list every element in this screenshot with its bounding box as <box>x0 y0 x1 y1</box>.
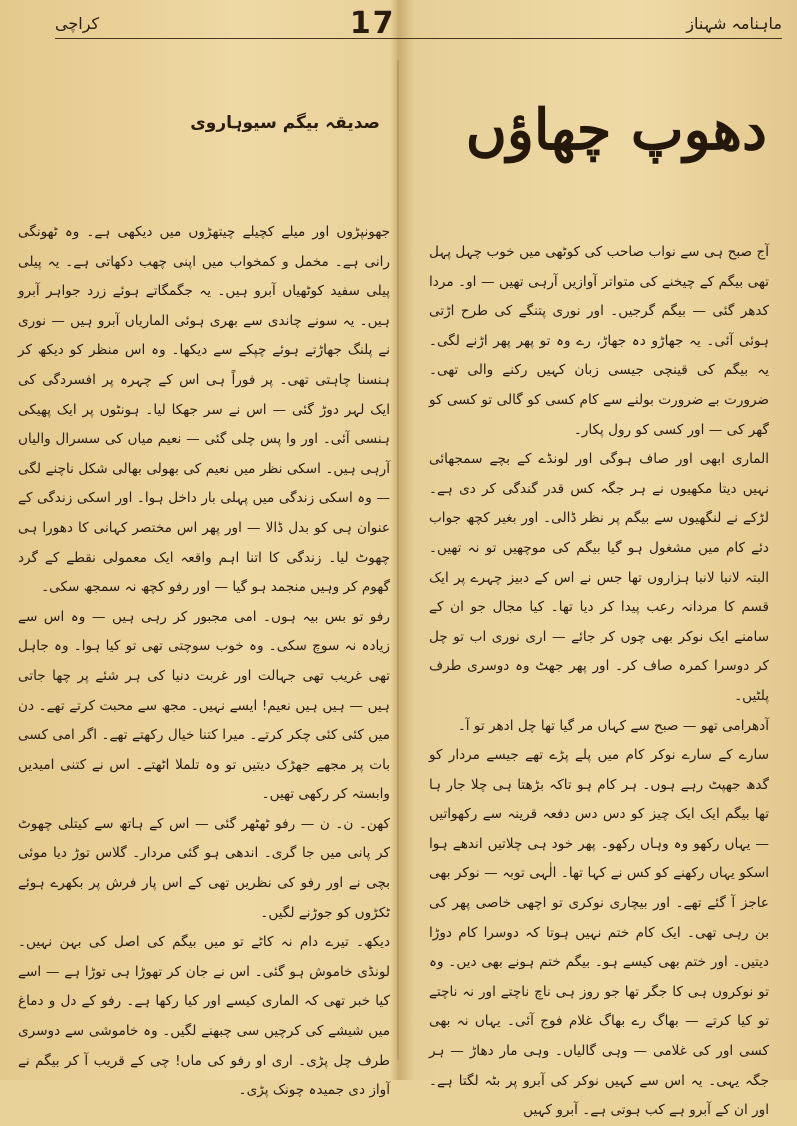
paragraph: کھن۔ ن۔ ن — رفو ٹھٹھر گئی — اس کے ہاتھ سے کیتلی چھوٹ کر پانی میں جا گری۔ اندھی ہو گئی مردار۔ گلاس توڑ دیا موئی بچی نے اور رفو کی نظریں تھی کے اس پار فرش پر بکھرے ہوئے ٹکڑوں کو جوڑنے لگیں۔ <box>18 815 390 921</box>
story-title: دھوپ چھاؤں <box>465 97 767 163</box>
paragraph: سارے کے سارے نوکر کام میں پلے پڑے تھے جیسے مردار کو گدھ جھپٹ رہے ہوں۔ ہر کام ہو تاکہ بڑھتا ہی چلا جار ہا تھا بیگم ایک ایک چیز کو دس دس دفعہ قرینہ سے رکھواتیں — یہاں رکھو وہ وہاں رکھو۔ پھر خود ہی چلاتیں اندھے ہوا اسکو یہاں رکھنے کو کس نے کہا تھا۔ الٰہی توبہ — نوکر بھی عاجز آ گئے تھے۔ اور بیچاری نوکری تو اچھی خاصی پھر کی بن رہی تھی۔ ایک کام ختم نہیں ہوتا کہ دوسرا کام دوڑا دیتیں۔ اور ختم بھی کیسے ہو۔ بیگم ختم ہونے بھی دیں۔ وہ تو نوکروں ہی کا جگر تھا جو روز ہی ناچ ناچتے اور نہ ناچتے تو کیا کرتے — بھاگ رے بھاگ غلام فوج آئی۔ یہاں نہ بھی کسی اور کی غلامی — وہی گالیاں۔ وہی مار دھاڑ — ہر جگہ یہی۔ یہ اس سے کہیں نوکر کی آبرو پر بٹہ لگتا ہے۔ اور ان کے آبرو ہے کب ہوتی ہے۔ آبرو کہیں <box>429 747 769 1119</box>
page-header <box>55 5 782 41</box>
column-divider <box>397 60 399 1060</box>
left-column <box>18 218 390 1099</box>
story-author: صدیقہ بیگم سیوہاروی <box>190 113 380 133</box>
page-number: 17 <box>349 5 396 41</box>
city-name: کراچی <box>55 13 100 33</box>
magazine-name: ماہنامہ شہناز <box>686 13 782 33</box>
paragraph: آدھرامی تھو — صبح سے کہاں مر گیا تھا چل ادھر تو آ۔ <box>457 717 769 734</box>
paragraph: جھونپڑوں اور میلے کچیلے چیتھڑوں میں دیکھی ہے۔ وہ ٹھونگی رانی ہے۔ مخمل و کمخواب میں اپنی چھب دکھاتی ہے۔ یہ پیلی پیلی سفید کوٹھیاں آبرو ہیں۔ یہ جگمگاتے ہوئے زرد جواہر آبرو ہیں۔ یہ سونے چاندی سے بھری ہوئی الماریاں آبرو ہیں — نوری نے پلنگ جھاڑتے ہوئے چپکے سے دیکھا۔ وہ اس منظر کو دیکھ کر ہنسنا چاہتی تھی۔ پر فوراً ہی اس کے چہرہ پر افسردگی کی ایک لہر دوڑ گئی — اس نے سر جھکا لیا۔ ہونٹوں پر ایک پھیکی ہنسی آئی۔ اور وا پس چلی گئی — نعیم میاں کی سسرال والیاں آرہی ہیں۔ اسکی نظر میں نعیم کی بھولی بھالی شکل ناچنے لگی — وہ اسکی زندگی میں پہلی بار داخل ہوا۔ اور اسکی زندگی کے عنوان ہی کو بدل ڈالا — اور پھر اس مختصر کہانی کا دھورا ہی چھوٹ لیا۔ زندگی کا اتنا اہم واقعہ ایک معمولی نقطے کے گرد گھوم کر وہیں منجمد ہو گیا — اور رفو کچھ نہ سمجھ سکی۔ <box>18 224 390 596</box>
paragraph: الماری ابھی اور صاف ہوگی اور لونڈے کے بچے سمجھائی نہیں دیتا مکھیوں نے ہر جگہ کس قدر گندگی کر دی ہے۔ لڑکے نے لنگھیوں سے بیگم پر نظر ڈالی۔ اور بغیر کچھ جواب دئے کام میں مشغول ہو گیا بیگم کی موچھیں تو نہ تھیں۔ البتہ لانبا لانبا ہزاروں تھا جس نے اس کے دبیز چہرے پر ایک قسم کا مردانہ رعب پیدا کر دیا تھا۔ کیا مجال جو ان کے سامنے ایک نوکر بھی چوں کر جائے — اری نوری اب تو چل کر دوسرا کمرہ صاف کر۔ اور پھر جھٹ وہ دوسری طرف پلٹیں۔ <box>429 451 769 704</box>
right-column <box>429 238 769 1119</box>
paragraph: دیکھ۔ تیرے دام نہ کاٹے تو میں بیگم کی اصل کی بہن نہیں۔ لونڈی خاموش ہو گئی۔ اس نے جان کر تھوڑا ہی توڑا ہے — اسے کیا خبر تھی کہ الماری کیسے اور کیا رکھا ہے۔ رفو کے دل و دماغ میں شیشے کی کرچیں سی چبھنے لگیں۔ وہ خاموشی سے دوسری طرف چل پڑی۔ اری او رفو کی ماں! چی کے قریب آ کر بیگم نے آواز دی جمیدہ چونک پڑی۔ <box>18 934 390 1099</box>
paragraph: آج صبح ہی سے نواب صاحب کی کوٹھی میں خوب چہل پہل تھی بیگم کے چیخنے کی متواتر آوازیں آرہی تھیں — او۔ مردا کدھر گئی — بیگم گرجیں۔ اور نوری پتنگے کی طرح اڑتی ہوئی آئی۔ یہ جھاڑو دہ جھاڑ، رے وہ تو پھر پھر اڑنے لگی۔ یہ بیگم کی قینچی جیسی زبان کہیں رکنے والی تھی۔ ضرورت بے ضرورت بولنے سے کام کسی کو گالی تو کسی کو گھر کی — اور کسی کو رول پکار۔ <box>429 244 769 438</box>
paragraph: رفو تو بس بیہ ہوں۔ امی مجبور کر رہی ہیں — وہ اس سے زیادہ نہ سوچ سکی۔ وہ خوب سوچتی تھی تو کیا ہوا۔ وہ جاہل تھی غریب تھی جہالت اور غربت دنیا کی ہر شئے پر چھا جاتی ہیں — ہیں ہیں نعیم! ایسے نہیں۔ مجھ سے محبت کرتے تھے۔ دن میں کئی کئی چکر کرتے۔ میرا کتنا خیال رکھتے تھے۔ اگر امی کسی بات پر مجھے جھڑک دیتیں تو وہ تلملا اٹھتے۔ اس نے کتنی امیدیں وابستہ کر رکھی تھیں۔ <box>18 608 390 803</box>
